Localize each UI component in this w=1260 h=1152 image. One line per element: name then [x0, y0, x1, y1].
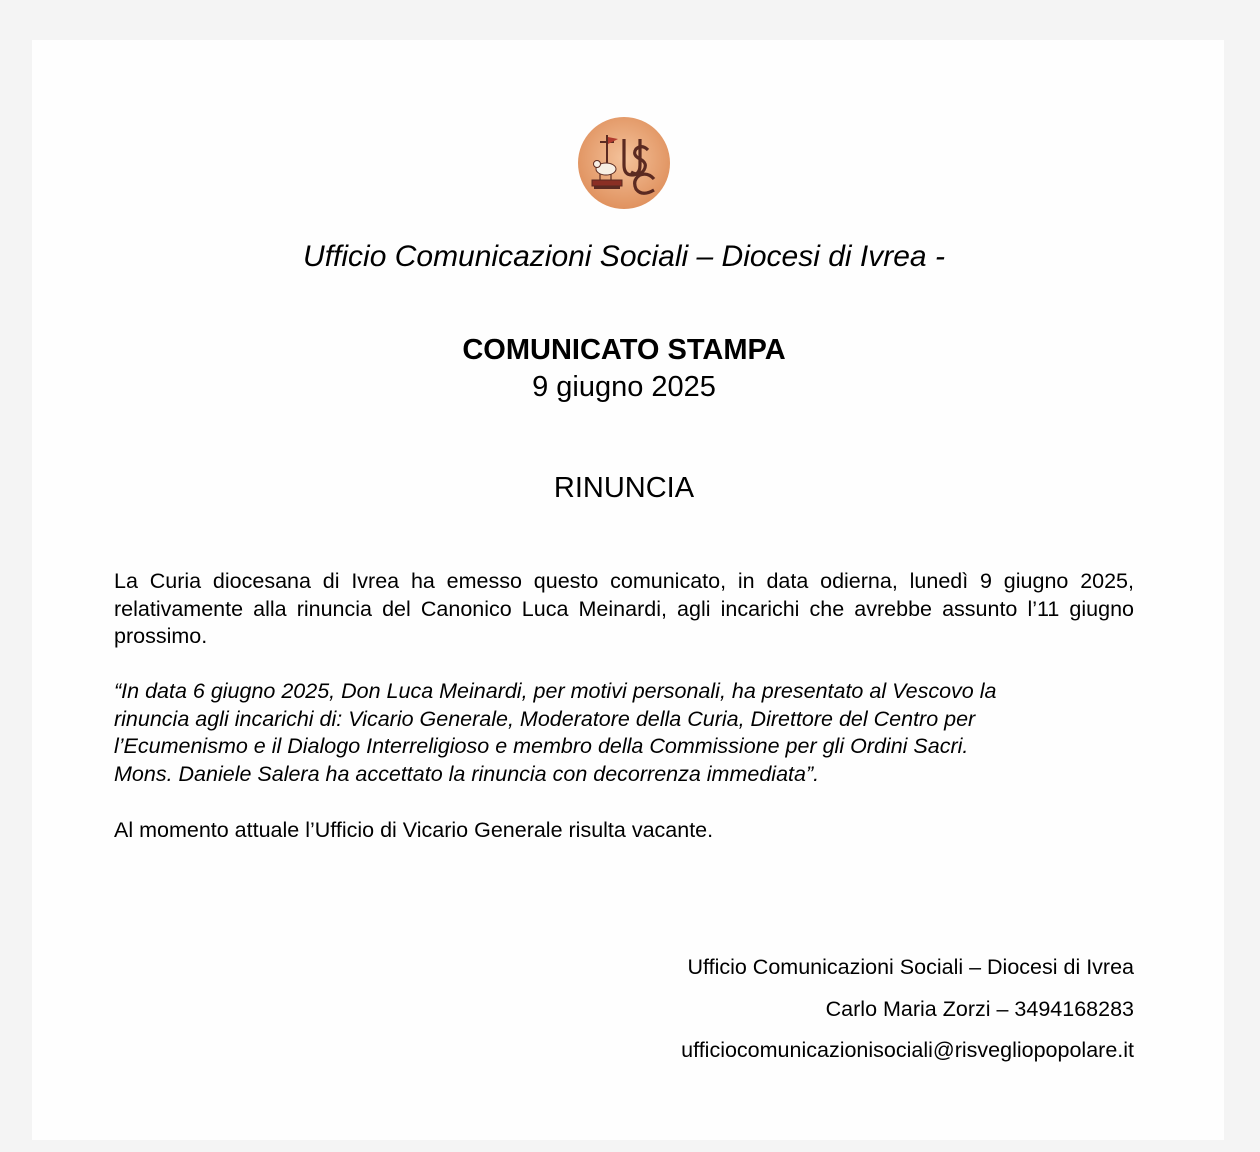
diocese-lamb-usc-emblem-icon: [578, 117, 670, 209]
quote-line: rinuncia agli incarichi di: Vicario Generale, Moderatore della Curia, Direttore del Centro per: [114, 706, 976, 731]
office-title: Ufficio Comunicazioni Sociali – Diocesi di Ivrea -: [303, 240, 945, 273]
press-release-title: COMUNICATO STAMPA: [462, 334, 786, 366]
quote-paragraph: [114, 678, 1134, 788]
signature-email[interactable]: ufficiocomunicazionisociali@risvegliopopolare.it: [681, 1038, 1134, 1062]
quote-line: Mons. Daniele Salera ha accettato la rinuncia con decorrenza immediata”.: [114, 761, 820, 786]
signature-contact: Carlo Maria Zorzi – 3494168283: [825, 997, 1134, 1021]
press-release-date: 9 giugno 2025: [532, 371, 716, 403]
quote-line: l’Ecumenismo e il Dialogo Interreligioso e membro della Commissione per gli Ordini Sacri.: [114, 734, 969, 758]
closing-paragraph: Al momento attuale l’Ufficio di Vicario Generale risulta vacante.: [114, 818, 714, 842]
intro-paragraph: La Curia diocesana di Ivrea ha emesso questo comunicato, in data odierna, lunedì 9 giugno 2025, relativamente alla rinuncia del Canonico Luca Meinardi, agli incarichi che avrebbe assunto l’11 giugno prossimo.: [114, 569, 1134, 648]
diocese-logo: [578, 117, 670, 209]
signature-office: Ufficio Comunicazioni Sociali – Diocesi di Ivrea: [687, 955, 1134, 979]
subject-heading: RINUNCIA: [553, 472, 695, 504]
quote-line: “In data 6 giugno 2025, Don Luca Meinardi, per motivi personali, ha presentato al Vescovo la: [114, 679, 997, 703]
